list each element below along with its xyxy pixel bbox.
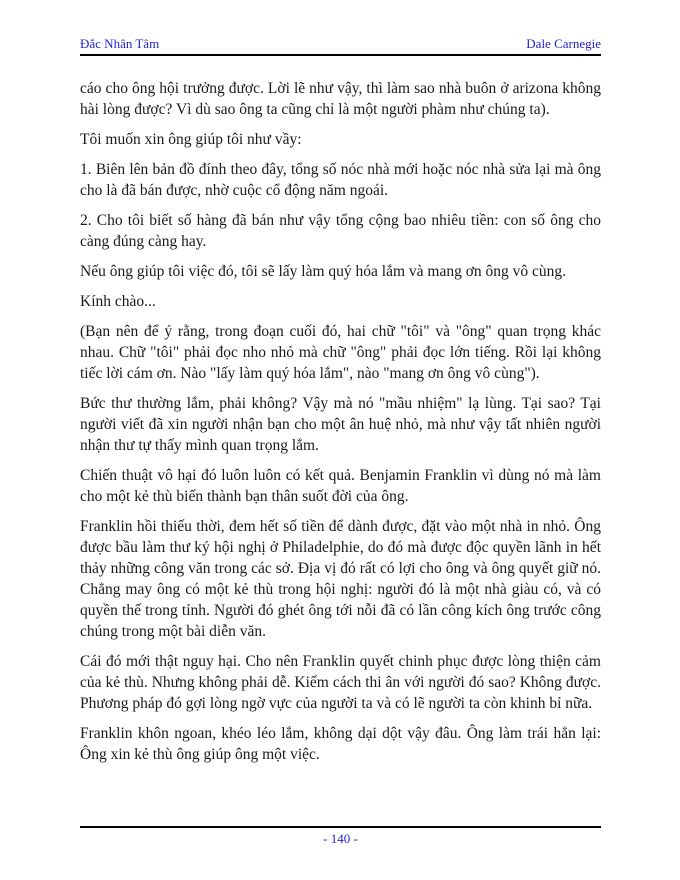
page-number[interactable]: - 140 - — [323, 831, 358, 846]
paragraph-franklin-problem: Cái đó mới thật nguy hại. Cho nên Franklin quyết chinh phục được lòng thiện cảm của kẻ thù. Nhưng không phải dễ. Kiếm cách thi ân với người đó sao? Không được. Phương pháp đó gợi lòng ngờ vực của người ta và có lẽ người ta còn khinh bỉ nữa. — [80, 653, 601, 712]
paragraph-list-item-2: 2. Cho tôi biết số hàng đã bán như vậy tổng cộng bao nhiêu tiền: con số ông cho càng đúng càng hay. — [80, 212, 601, 250]
paragraph-letter-continuation: cáo cho ông hội trưởng được. Lời lẽ như vậy, thì làm sao nhà buôn ở arizona không hài lòng được? Vì dù sao ông ta cũng chỉ là một người phàm như chúng ta). — [80, 80, 601, 118]
paragraph-list-item-1: 1. Biên lên bản đồ đính theo đây, tổng số nóc nhà mới hoặc nóc nhà sửa lại mà ông cho là đã bán được, nhờ cuộc cổ động năm ngoái. — [80, 161, 601, 199]
paragraph-request-intro: Tôi muốn xin ông giúp tôi như vầy: — [80, 131, 302, 148]
page-body — [80, 78, 601, 774]
paragraph-franklin-solution: Franklin khôn ngoan, khéo léo lắm, không dại dột vậy đâu. Ông làm trái hẳn lại: Ông xin kẻ thù ông giúp ông một việc. — [80, 725, 601, 763]
page-footer — [80, 826, 601, 846]
paragraph-letter-analysis: Bức thư thường lắm, phải không? Vậy mà nó "mầu nhiệm" lạ lùng. Tại sao? Tại người viết đã xin người nhận bạn cho một ân huệ nhỏ, mà như vậy tất nhiên người nhận thư tự thấy mình quan trọng lắm. — [80, 395, 601, 454]
paragraph-franklin-story: Franklin hồi thiếu thời, đem hết số tiền để dành được, đặt vào một nhà in nhỏ. Ông được bầu làm thư ký hội nghị ở Philadelphie, do đó mà được độc quyền lãnh in hết thảy những công văn trong các sở. Địa vị đó rất có lợi cho ông và ông quyết giữ nó. Chẳng may ông có một kẻ thù trong hội nghị: người đó là một nhà giàu có, và có quyền thế trong tỉnh. Người đó ghét ông tới nỗi đã có lần công kích ông trước công chúng trong một bài diễn văn. — [80, 518, 601, 640]
page-header — [80, 36, 601, 56]
paragraph-commentary-note: (Bạn nên để ý rằng, trong đoạn cuối đó, hai chữ "tôi" và "ông" quan trọng khác nhau. Chữ "tôi" phải đọc nho nhỏ mà chữ "ông" phải đọc lớn tiếng. Rồi lại không tiếc lời cám ơn. Nào "lấy làm quý hóa lắm", nào "mang ơn ông vô cùng"). — [80, 323, 601, 382]
paragraph-closing-salutation: Kính chào... — [80, 293, 156, 310]
book-title-link[interactable]: Đắc Nhân Tâm — [80, 36, 160, 51]
paragraph-tactic-result: Chiến thuật vô hại đó luôn luôn có kết quả. Benjamin Franklin vì dùng nó mà làm cho một kẻ thù biến thành bạn thân suốt đời của ông. — [80, 467, 601, 505]
paragraph-gratitude: Nếu ông giúp tôi việc đó, tôi sẽ lấy làm quý hóa lắm và mang ơn ông vô cùng. — [80, 263, 567, 280]
author-link[interactable]: Dale Carnegie — [526, 36, 601, 51]
